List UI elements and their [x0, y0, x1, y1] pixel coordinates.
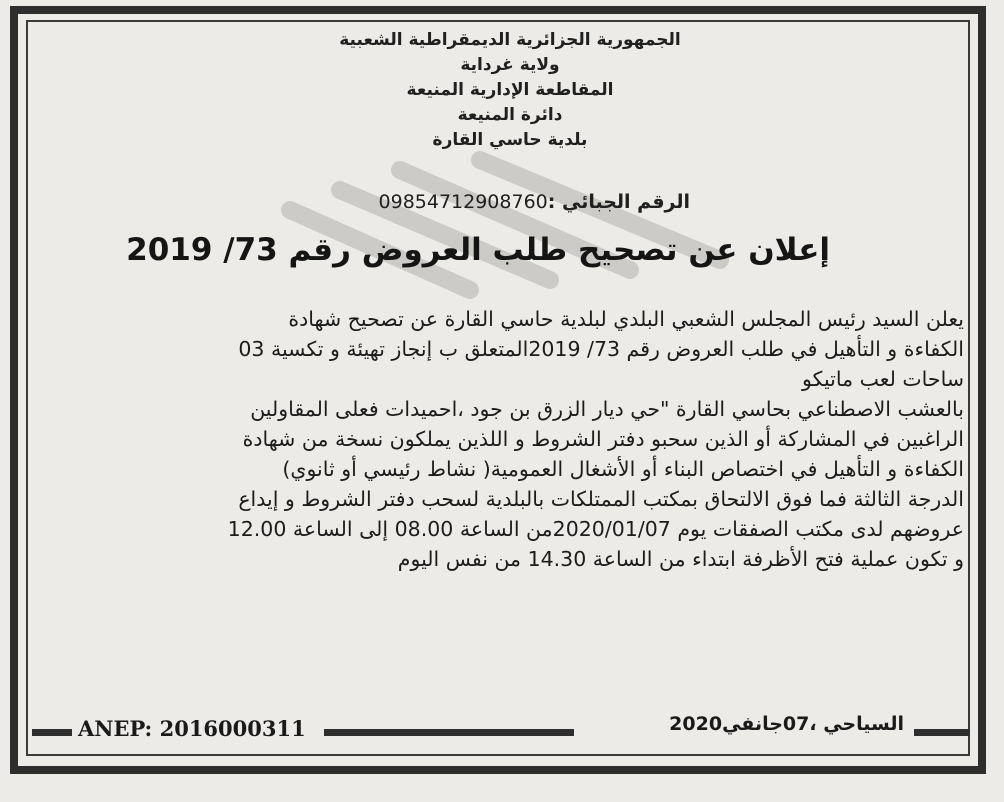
anep-reference: ANEP: 2016000311: [78, 716, 306, 741]
body-line: الراغبين في المشاركة أو الذين سحبو دفتر الشروط و اللذين يملكون نسخة من شهادة: [242, 427, 964, 451]
header-line-republic: الجمهورية الجزائرية الديمقراطية الشعبية: [339, 30, 681, 50]
body-line: عروضهم لدى مكتب الصفقات يوم 2020/01/07من الساعة 08.00 إلى الساعة 12.00: [227, 517, 964, 541]
notice-title: إعلان عن تصحيح طلب العروض رقم 73/ 2019: [126, 232, 830, 268]
body-line: بالعشب الاصطناعي بحاسي القارة "حي ديار الزرق بن جود ،احميدات فعلى المقاولين: [250, 397, 964, 421]
body-line: الدرجة الثالثة فما فوق الالتحاق بمكتب الممتلكات بالبلدية لسحب دفتر الشروط و إيداع: [238, 487, 964, 511]
header-line-daira: دائرة المنيعة: [457, 105, 563, 125]
body-line: الكفاءة و التأهيل في اختصاص البناء أو الأشغال العمومية( نشاط رئيسي أو ثانوي): [282, 457, 964, 481]
header-line-commune: بلدية حاسي القارة: [432, 130, 588, 150]
body-line: الكفاءة و التأهيل في طلب العروض رقم 73/ 2019المتعلق ب إنجاز تهيئة و تكسية 03: [238, 337, 964, 361]
footer-rule: [914, 729, 970, 736]
body-line: و تكون عملية فتح الأظرفة ابتداء من الساعة 14.30 من نفس اليوم: [397, 547, 964, 571]
footer-rule: [32, 729, 72, 736]
notice-body: [44, 304, 964, 574]
body-line: ساحات لعب ماتيكو: [802, 367, 964, 391]
body-line: يعلن السيد رئيس المجلس الشعبي البلدي لبلدية حاسي القارة عن تصحيح شهادة: [288, 307, 964, 331]
tax-id-value: 09854712908760: [378, 191, 548, 213]
issuer-header: [300, 28, 720, 153]
footer-rule: [324, 729, 574, 736]
header-line-district: المقاطعة الإدارية المنيعة: [406, 80, 614, 100]
header-line-wilaya: ولاية غرداية: [460, 55, 560, 75]
tax-id-label: الرقم الجبائي :: [547, 191, 690, 213]
tax-id: [320, 191, 690, 213]
footer: [26, 710, 976, 746]
place-and-date: السياحي ،07جانفي2020: [669, 713, 904, 735]
